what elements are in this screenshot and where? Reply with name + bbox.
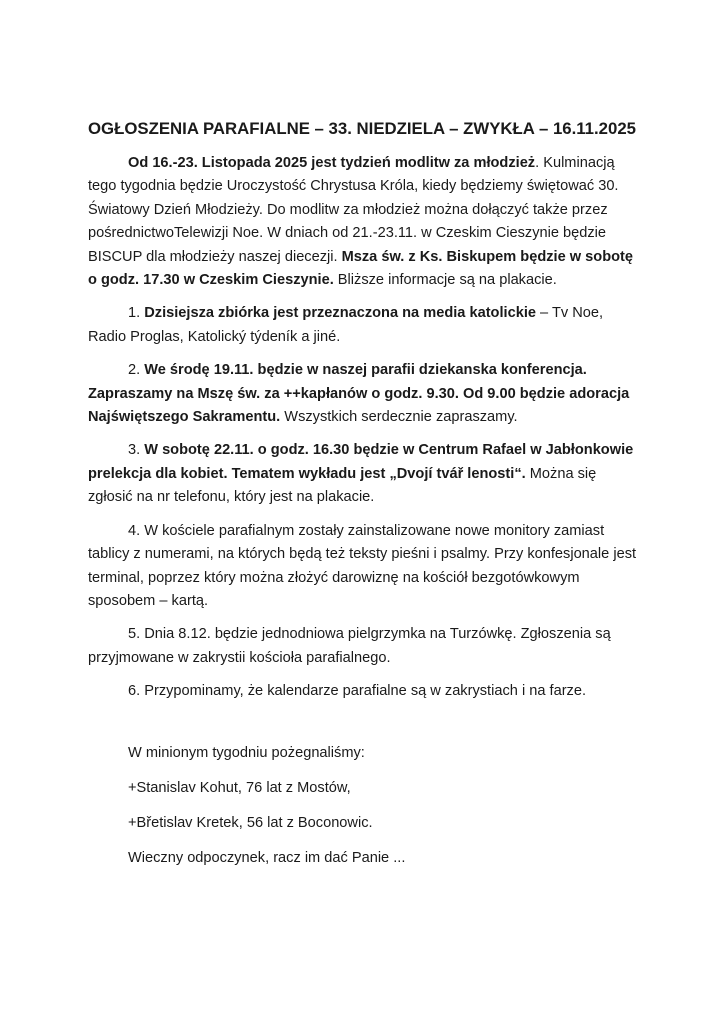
intro-bold-2: Msza św. z Ks. Biskupem będzie w sobotę o godz. 17.30 w Czeskim Cieszynie. [88,248,634,289]
item-number: 4. [128,522,145,539]
farewell-person-1: +Stanislav Kohut, 76 lat z Mostów, [128,779,351,796]
item-text: Dnia 8.12. będzie jednodniowa pielgrzymka na Turzówkę. Zgłoszenia są przyjmowane w zakrystii kościoła parafialnego. [88,626,611,666]
item-bold: Dzisiejsza zbiórka jest przeznaczona na media katolickie [144,305,536,322]
intro-bold-1: Od 16.-23. Listopada 2025 jest tydzień modlitw za młodzież [128,155,536,171]
page-title: OGŁOSZENIA PARAFIALNE – 33. NIEDZIELA – ZWYKŁA – 16.11.2025 [88,119,637,138]
item-number: 3. [128,442,145,459]
item-text: – Tv Noe, Radio Proglas, Katolický týdeník a jiné. [88,305,604,345]
announcement-item-2 [88,359,640,429]
item-text: W kościele parafialnym zostały zainstalizowane nowe monitory zamiast tablicy z numerami, na których będą też teksty pieśni i psalmy. Przy konfesjonale jest terminal, poprzez który można złożyć darowiznę na kościół bezgotówkowym sposobem – kartą. [88,522,637,609]
intro-text-1: . Kulminacją tego tygodnia będzie Uroczystość Chrystusa Króla, kiedy będziemy świętować 30. Światowy Dzień Młodzieży. Do modlitw za młodzież można dołączyć także przez pośrednictwoTelewizji Noe. W dniach od 21.-23.11. w Czeskim Cieszynie będzie BISCUP dla młodzieży naszej diecezji. [88,155,619,265]
announcement-item-4 [88,520,640,614]
section-spacer [88,714,640,742]
announcement-item-6 [88,680,640,703]
farewell-person-2: +Břetislav Kretek, 56 lat z Boconowic. [128,814,373,831]
announcement-page [88,118,640,882]
intro-text-2: Bliższe informacje są na plakacie. [333,272,557,289]
farewell-section [88,742,640,870]
item-bold: We środę 19.11. będzie w naszej parafii dziekanska konferencja. Zapraszamy na Mszę św. za ++kapłanów o godz. 9.30. Od 9.00 będzie adoracja Najświętszego Sakramentu. [88,362,630,426]
announcement-item-5 [88,623,640,670]
item-text: Przypominamy, że kalendarze parafialne są w zakrystiach i na farze. [144,683,587,700]
item-text: Można się zgłosić na nr telefonu, który jest na plakacie. [88,465,597,506]
announcement-item-1 [88,302,640,349]
item-number: 1. [128,305,145,322]
intro-paragraph [88,152,640,292]
item-number: 5. [128,626,145,643]
farewell-heading: W minionym tygodniu pożegnaliśmy: [128,744,365,761]
farewell-closing: Wieczny odpoczynek, racz im dać Panie ... [128,849,406,866]
item-number: 6. [128,683,145,700]
item-text: Wszystkich serdecznie zapraszamy. [280,409,518,426]
item-bold: W sobotę 22.11. o godz. 16.30 będzie w Centrum Rafael w Jabłonkowie prelekcja dla kobiet. Tematem wykładu jest „Dvojí tvář lenosti“. [88,442,634,482]
announcement-item-3 [88,439,640,509]
item-number: 2. [128,362,145,379]
